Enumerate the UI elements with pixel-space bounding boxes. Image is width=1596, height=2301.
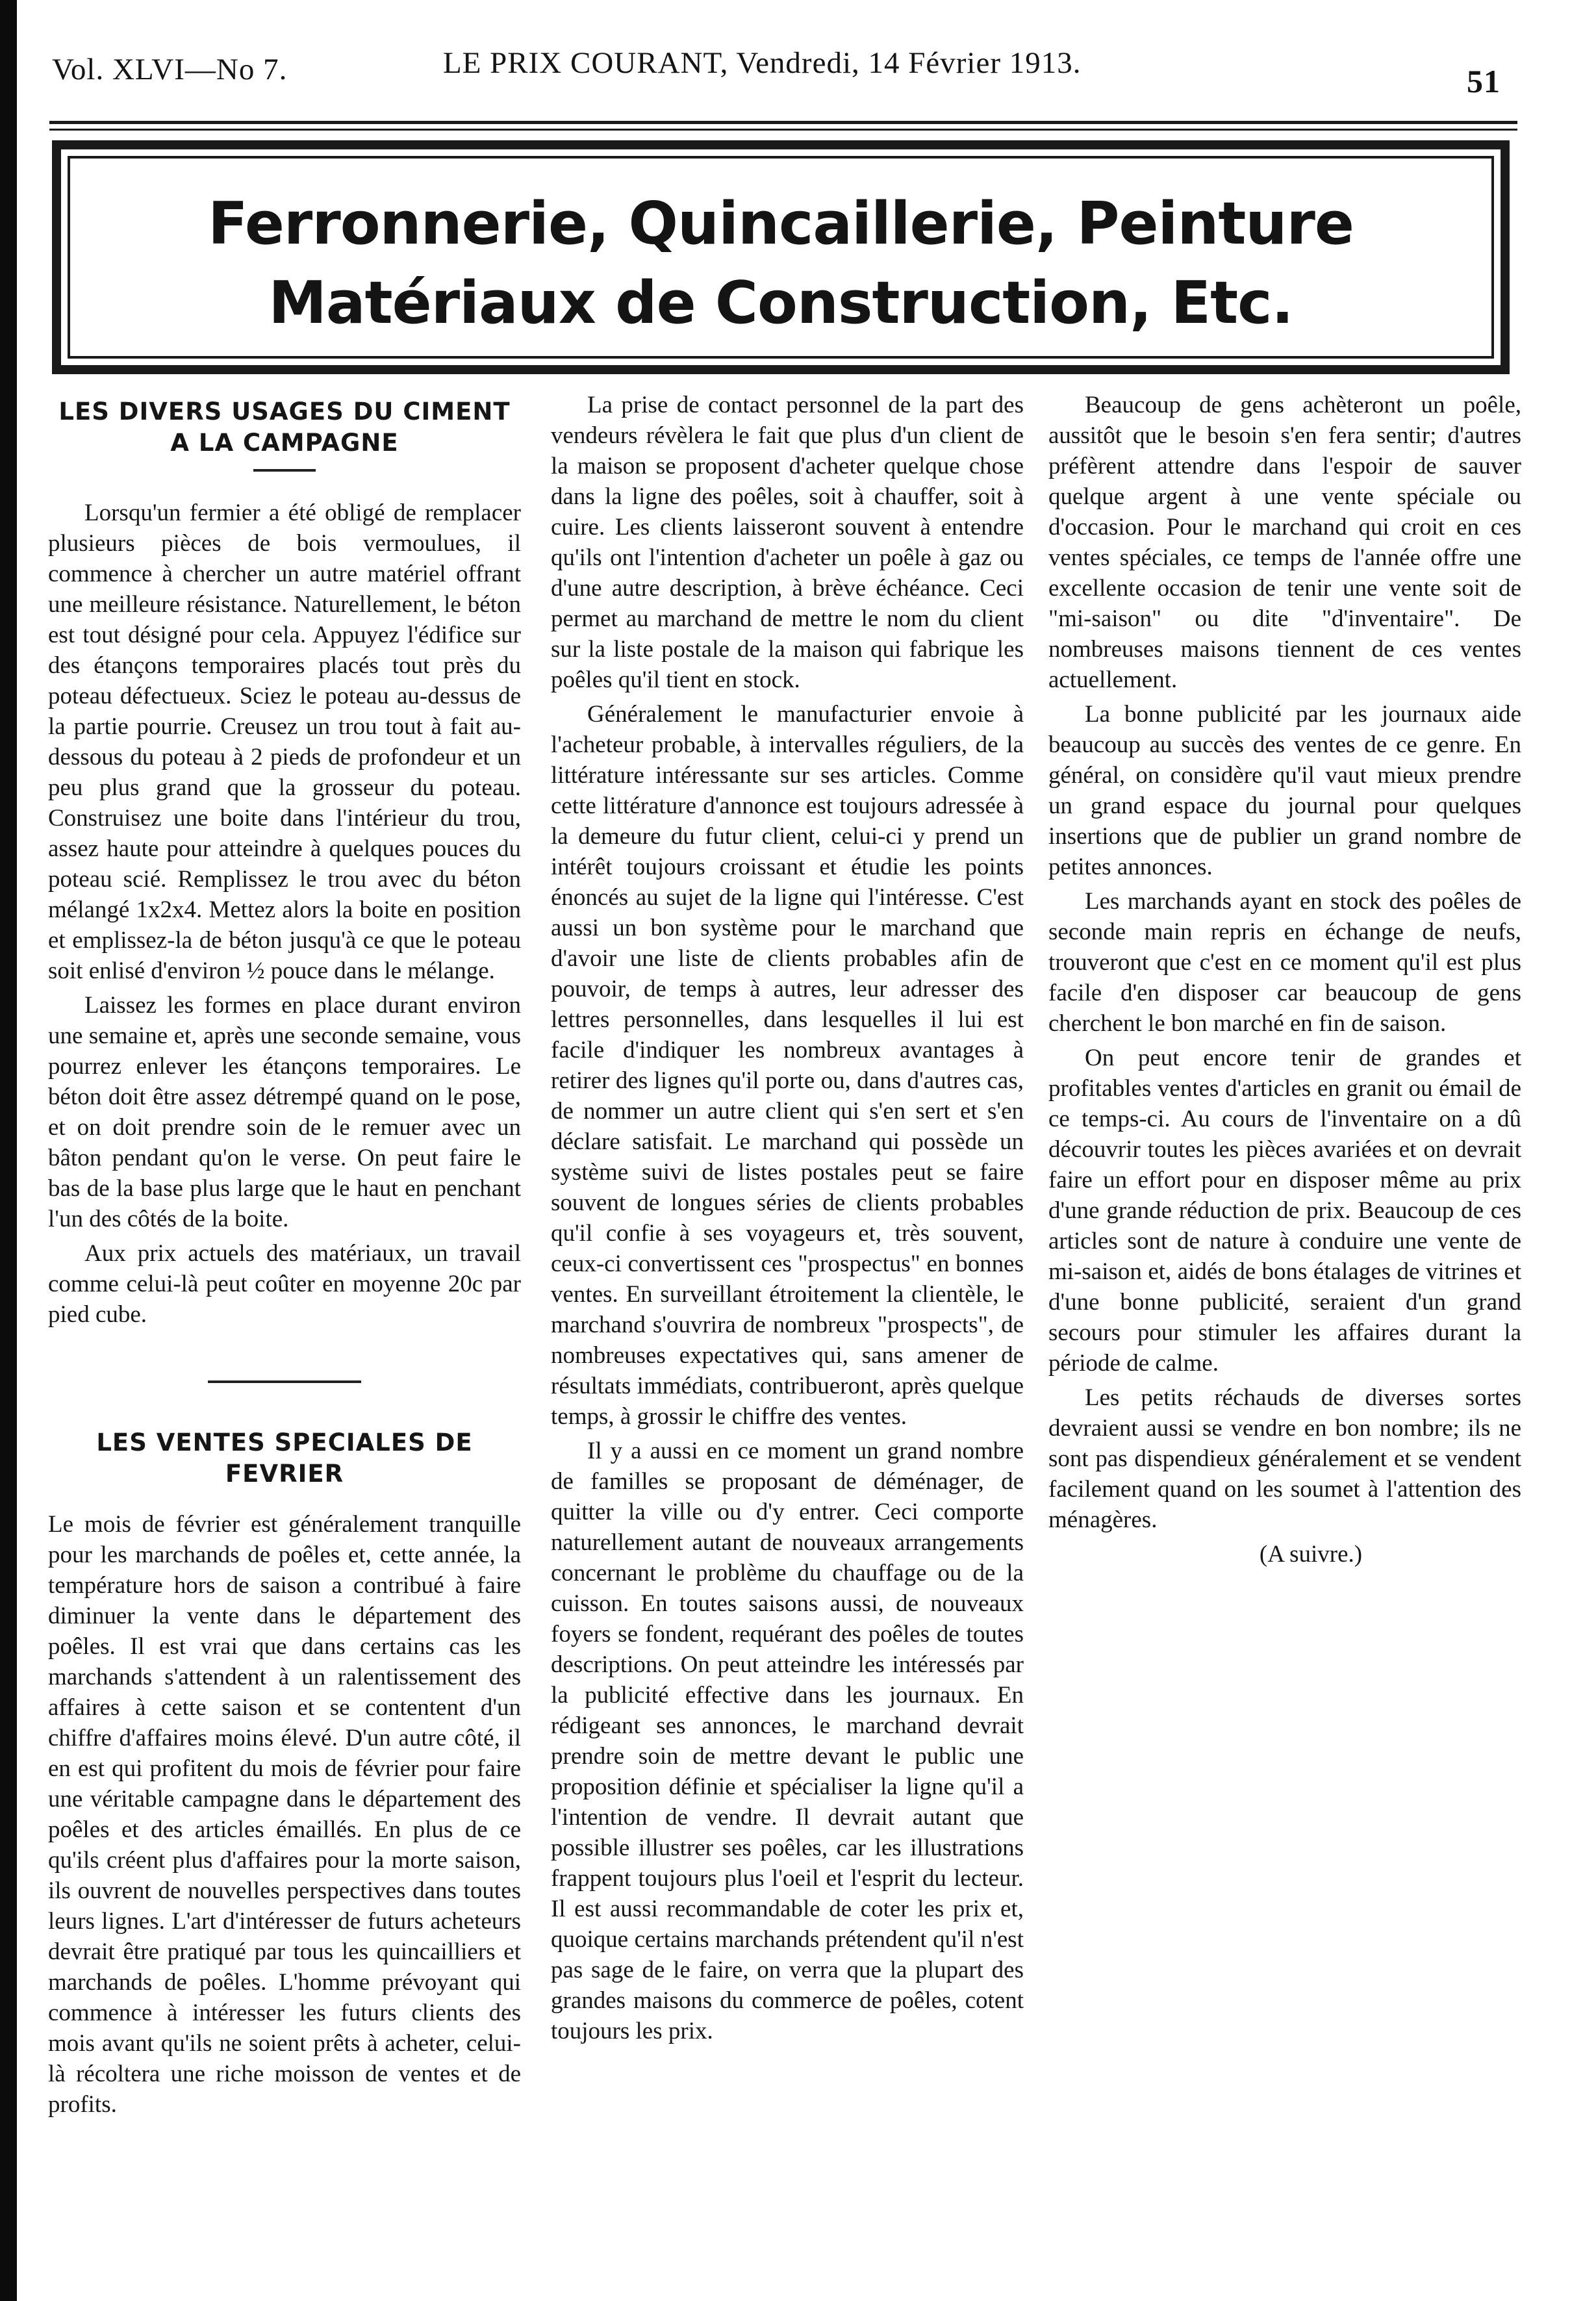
article2-paragraph-6: La bonne publicité par les journaux aide beaucoup au succès des ventes de ce genre. En général, on considère qu'il vaut mieux prendre un grand espace du journal pour quelques insertions que de publier un grand nombre de petites annonces. — [1048, 701, 1521, 880]
article2-paragraph-8: On peut encore tenir de grandes et profitables ventes d'articles en granit ou émail de ce temps-ci. Au cours de l'inventaire on a dû découvrir toutes les pièces avariées et on devrait faire un effort pour en disposer même au prix d'une grande réduction de prix. Beaucoup de ces articles sont de nature à conduire une vente de mi-saison et, aidés de bons étalages de vitrines et d'une bonne publicité, seraient d'un grand secours pour stimuler les affaires durant la période de calme. — [1048, 1045, 1521, 1377]
section-headline-line2: Matériaux de Construction, Etc. — [268, 269, 1293, 337]
page-binding-edge — [0, 0, 17, 2301]
continuation-note: (A suivre.) — [1259, 1541, 1363, 1568]
header-rule-top — [49, 121, 1517, 124]
page-number: 51 — [1467, 63, 1501, 99]
article2-paragraph-4: Il y a aussi en ce moment un grand nombre de familles se proposant de déménager, de quitter la ville ou d'y entrer. Ceci comporte naturellement autant de nouveaux arrangements concernant le problème du chauffage ou de la cuisson. En toutes saisons aussi, de nouveaux foyers se fondent, requérant des poêles de toutes descriptions. On peut atteindre les intéressés par la publicité effective dans les journaux. En rédigeant ses annonces, le marchand devrait prendre soin de mettre devant le public une proposition définie et spécialiser la ligne qu'il a l'intention de vendre. Il devrait autant que possible illustrer ses poêles, car les illustrations frappent toujours plus l'oeil et l'esprit du lecteur. Il est aussi recommandable de coter les prix et, quoique certains marchands prétendent qu'il n'est pas sage de le faire, on verra que la plupart des grandes maisons du commerce de poêles, cotent toujours les prix. — [551, 1438, 1024, 2044]
article1-paragraph-2: Laissez les formes en place durant environ une semaine et, après une seconde semaine, vous pourrez enlever les étançons temporaires. Le béton doit être assez détrempé quand on le pose, et on doit prendre soin de le remuer avec un bâton pendant qu'on le verse. On peut faire le bas de la base plus large que le haut en penchant l'un des côtés de la boite. — [48, 992, 521, 1232]
publication-title-date: LE PRIX COURANT, Vendredi, 14 Février 1913. — [443, 46, 1082, 80]
article1-rule — [253, 469, 316, 472]
running-head — [45, 40, 1501, 99]
article1-paragraph-1: Lorsqu'un fermier a été obligé de remplacer plusieurs pièces de bois vermoulues, il commence à chercher un autre matériel offrant une meilleure résistance. Naturellement, le béton est tout désigné pour cela. Appuyez l'édifice sur des étançons temporaires placés tout près du poteau défectueux. Sciez le poteau au-dessus de la partie pourrie. Creusez un trou tout à fait au-dessous du poteau à 2 pieds de profondeur et un peu plus grand que la grosseur du poteau. Construisez une boite dans l'intérieur du trou, assez haute pour atteindre à quelques pouces du poteau scié. Remplissez le trou avec du béton mélangé 1x2x4. Mettez alors la boite en position et emplissez-la de béton jusqu'à ce que le poteau soit enlisé d'environ ½ pouce dans le mélange. — [48, 500, 521, 984]
volume-issue: Vol. XLVI—No 7. — [52, 53, 288, 86]
article2-paragraph-5: Beaucoup de gens achèteront un poêle, aussitôt que le besoin s'en fera sentir; d'autres préfèrent attendre dans l'espoir de sauver quelque argent à une vente spéciale ou d'occasion. Pour le marchand qui croit en ces ventes spéciales, ce temps de l'année offre une excellente occasion de tenir une vente soit de "mi-saison" ou dite "d'inventaire". De nombreuses maisons tiennent de ces ventes actuellement. — [1048, 392, 1521, 693]
header-rule-bottom — [49, 129, 1517, 131]
article2-paragraph-3: Généralement le manufacturier envoie à l'acheteur probable, à intervalles réguliers, de la littérature intéressante sur ses articles. Comme cette littérature d'annonce est toujours adressée à la demeure du futur client, celui-ci y prend un intérêt toujours croissant et étudie les points énoncés au sujet de la ligne qui l'intéresse. C'est aussi un bon système pour le marchand que d'avoir une liste de clients probables afin de pouvoir, de temps à autres, leur adresser des lettres personnelles, dans lesquelles il lui est facile d'indiquer les nombreux avantages à retirer des lignes qu'il porte ou, dans d'autres cas, de nommer un autre client qui s'en sert et s'en déclare satisfait. Le marchand qui possède un système suivi de listes postales peut se faire souvent de longues séries de clients probables qu'il confie à ses voyageurs et, très souvent, ceux-ci convertissent ces "prospectus" en bonnes ventes. En surveillant étroitement la clientèle, le marchand s'ouvrira de nombreux "prospects", de nombreuses expectatives qui, sans amener de résultats immédiats, contribueront, après quelque temps, à grossir le chiffre des ventes. — [551, 701, 1024, 1430]
section-headline-box — [52, 140, 1510, 374]
article2-paragraph-9: Les petits réchauds de diverses sortes devraient aussi se vendre en bon nombre; ils ne sont pas dispendieux généralement et se vendent facilement quand on les soumet à l'attention des ménagères. — [1048, 1384, 1521, 1533]
section-headline-line1: Ferronnerie, Quincaillerie, Peinture — [208, 190, 1354, 258]
column-3 — [1048, 390, 1521, 2287]
column-1 — [48, 390, 521, 2287]
article2-paragraph-2: La prise de contact personnel de la part des vendeurs révèlera le fait que plus d'un client de la maison se proposent d'acheter quelque chose dans la ligne des poêles, soit à chauffer, soit à cuire. Les clients laisseront souvent à entendre qu'ils ont l'intention d'acheter un poêle à gaz ou d'une autre description, à brève échéance. Ceci permet au marchand de mettre le nom du client sur la liste postale de la maison qui fabrique les poêles qu'il tient en stock. — [551, 392, 1024, 693]
article2-heading: LES VENTES SPECIALES DE FEVRIER — [96, 1429, 473, 1488]
article1-heading: LES DIVERS USAGES DU CIMENT A LA CAMPAGNE — [58, 398, 511, 457]
article-separator-rule — [208, 1380, 361, 1383]
article2-paragraph-7: Les marchands ayant en stock des poêles de seconde main repris en échange de neufs, trouveront que c'est en ce moment qu'il est plus facile d'en disposer car beaucoup de gens cherchent le bon marché en fin de saison. — [1048, 888, 1521, 1037]
article1-paragraph-3: Aux prix actuels des matériaux, un travail comme celui-là peut coûter en moyenne 20c par pied cube. — [48, 1240, 521, 1328]
column-2 — [551, 390, 1024, 2287]
article2-paragraph-1: Le mois de février est généralement tranquille pour les marchands de poêles et, cette année, la température hors de saison a contribué à faire diminuer la vente dans le département des poêles. Il est vrai que dans certains cas les marchands s'attendent à un ralentissement des affaires à cette saison et se contentent d'un chiffre d'affaires moins élevé. D'un autre côté, il en est qui profitent du mois de février pour faire une véritable campagne dans le département des poêles et des articles émaillés. En plus de ce qu'ils créent plus d'affaires pour la morte saison, ils ouvrent de nouvelles perspectives dans toutes leurs lignes. L'art d'intéresser de futurs acheteurs devrait être pratiqué par tous les quincailliers et marchands de poêles. L'homme prévoyant qui commence à intéresser les futurs clients des mois avant qu'ils ne soient prêts à acheter, celui-là récoltera une riche moisson de ventes et de profits. — [48, 1511, 521, 2118]
